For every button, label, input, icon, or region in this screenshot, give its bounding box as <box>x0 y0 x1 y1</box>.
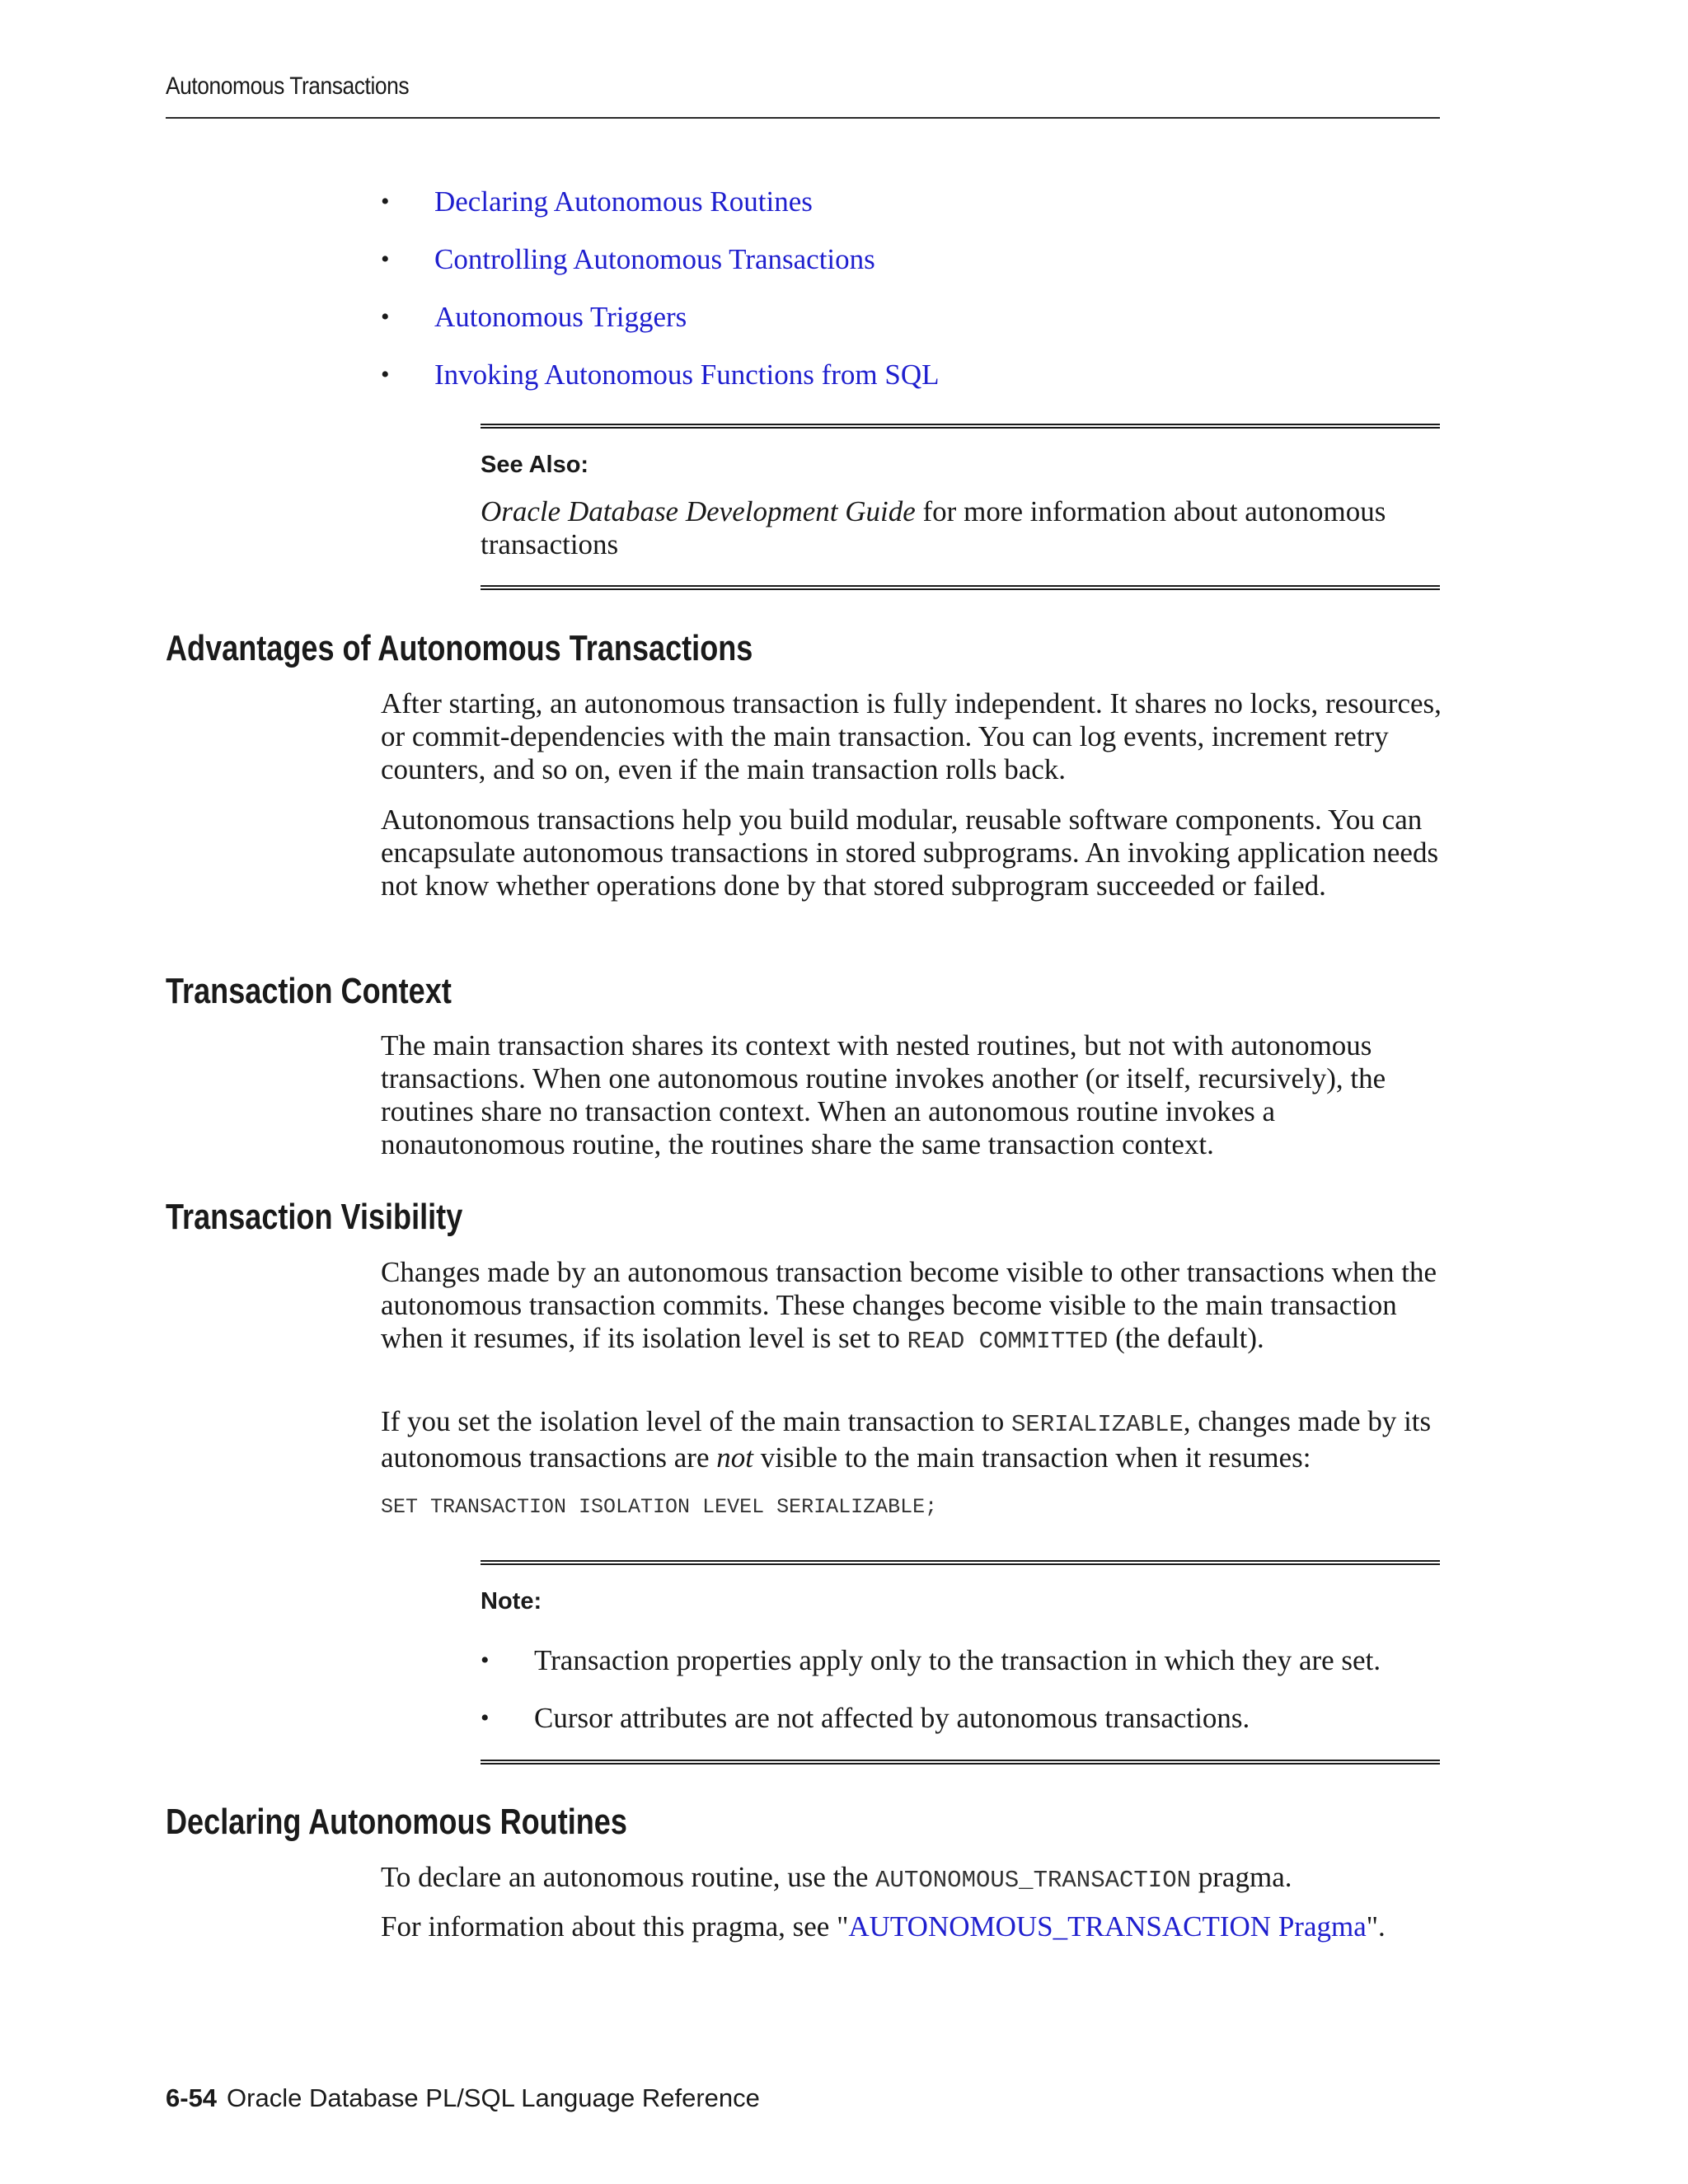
note-list <box>481 1632 1440 1747</box>
see-also-label: See Also: <box>481 452 589 478</box>
footer-book-title: Oracle Database PL/SQL Language Reference <box>227 2083 760 2112</box>
paragraph-visibility-1 <box>381 1256 1444 1358</box>
link-controlling-autonomous-transactions[interactable]: Controlling Autonomous Transactions <box>434 243 875 275</box>
see-also-text <box>481 495 1440 561</box>
visibility-text-a: Changes made by an autonomous transaction become visible to other transactions when the autonomous transaction commits. These changes become visible to the main transaction when it resumes, if its isolation level is set to <box>381 1256 1437 1354</box>
list-item <box>381 231 940 288</box>
see-also-book-title: Oracle Database Development Guide <box>481 495 916 527</box>
paragraph-advantages-1: After starting, an autonomous transaction is fully independent. It shares no locks, resources, or commit-dependencies with the main transaction. You can log events, increment retry counters, and so on, even if the main transaction rolls back. <box>381 687 1442 785</box>
see-also-description: for more information about autonomous transactions <box>481 495 1386 560</box>
visibility-text-b: (the default). <box>1108 1322 1264 1354</box>
visibility2-text-a: If you set the isolation level of the main transaction to <box>381 1405 1011 1437</box>
link-invoking-autonomous-functions[interactable]: Invoking Autonomous Functions from SQL <box>434 359 940 391</box>
running-header <box>166 73 1440 119</box>
bullet-icon: • <box>381 188 390 215</box>
list-item <box>381 173 940 231</box>
link-declaring-autonomous-routines[interactable]: Declaring Autonomous Routines <box>434 185 813 218</box>
list-item <box>381 288 940 346</box>
visibility2-text-c: visible to the main transaction when it resumes: <box>753 1441 1311 1474</box>
link-autonomous-transaction-pragma[interactable]: AUTONOMOUS_TRANSACTION Pragma <box>848 1910 1367 1943</box>
bullet-icon: • <box>481 1647 490 1674</box>
heading-transaction-visibility: Transaction Visibility <box>166 1197 463 1237</box>
declaring2-text-b: ". <box>1366 1910 1386 1943</box>
code-read-committed: READ COMMITTED <box>907 1328 1109 1355</box>
page-footer <box>166 2083 760 2113</box>
topic-link-list <box>381 173 940 404</box>
emphasis-not: not <box>716 1441 753 1474</box>
heading-declaring-autonomous-routines: Declaring Autonomous Routines <box>166 1802 627 1842</box>
bullet-icon: • <box>381 246 390 273</box>
bullet-icon: • <box>481 1704 490 1732</box>
declaring-text-a: To declare an autonomous routine, use the <box>381 1861 876 1893</box>
paragraph-declaring-2 <box>381 1910 1444 1943</box>
bullet-icon: • <box>381 303 390 330</box>
paragraph-advantages-2: Autonomous transactions help you build modular, reusable software components. You can encapsulate autonomous transactions in stored subprograms. An invoking application needs not know whether operations done by that stored subprogram succeeded or failed. <box>381 804 1439 902</box>
paragraph-visibility-2 <box>381 1405 1444 1474</box>
bullet-icon: • <box>381 361 390 388</box>
running-header-title: Autonomous Transactions <box>166 73 410 100</box>
paragraph-declaring-1 <box>381 1861 1444 1897</box>
code-serializable: SERIALIZABLE <box>1010 1411 1184 1438</box>
note-item-text: Transaction properties apply only to the transaction in which they are set. <box>534 1644 1381 1676</box>
declaring-text-b: pragma. <box>1191 1861 1292 1893</box>
note-box <box>481 1560 1440 1765</box>
list-item <box>481 1632 1440 1690</box>
link-autonomous-triggers[interactable]: Autonomous Triggers <box>434 301 687 333</box>
code-example: SET TRANSACTION ISOLATION LEVEL SERIALIZABLE; <box>381 1495 938 1519</box>
heading-transaction-context: Transaction Context <box>166 971 452 1011</box>
note-label: Note: <box>481 1588 542 1615</box>
visibility2-text-b: , changes made by its autonomous transactions are <box>381 1405 1432 1474</box>
see-also-box <box>481 424 1440 590</box>
page-number: 6-54 <box>166 2083 218 2112</box>
paragraph-transaction-context: The main transaction shares its context with nested routines, but not with autonomous transactions. When one autonomous routine invokes another (or itself, recursively), the routines share no transaction context. When an autonomous routine invokes a nonautonomous routine, the routines share the same transaction context. <box>381 1029 1386 1160</box>
list-item <box>381 346 940 404</box>
declaring2-text-a: For information about this pragma, see " <box>381 1910 849 1943</box>
heading-advantages: Advantages of Autonomous Transactions <box>166 628 753 668</box>
list-item <box>481 1690 1440 1747</box>
note-item-text: Cursor attributes are not affected by autonomous transactions. <box>534 1702 1250 1734</box>
code-autonomous-transaction: AUTONOMOUS_TRANSACTION <box>875 1867 1192 1894</box>
